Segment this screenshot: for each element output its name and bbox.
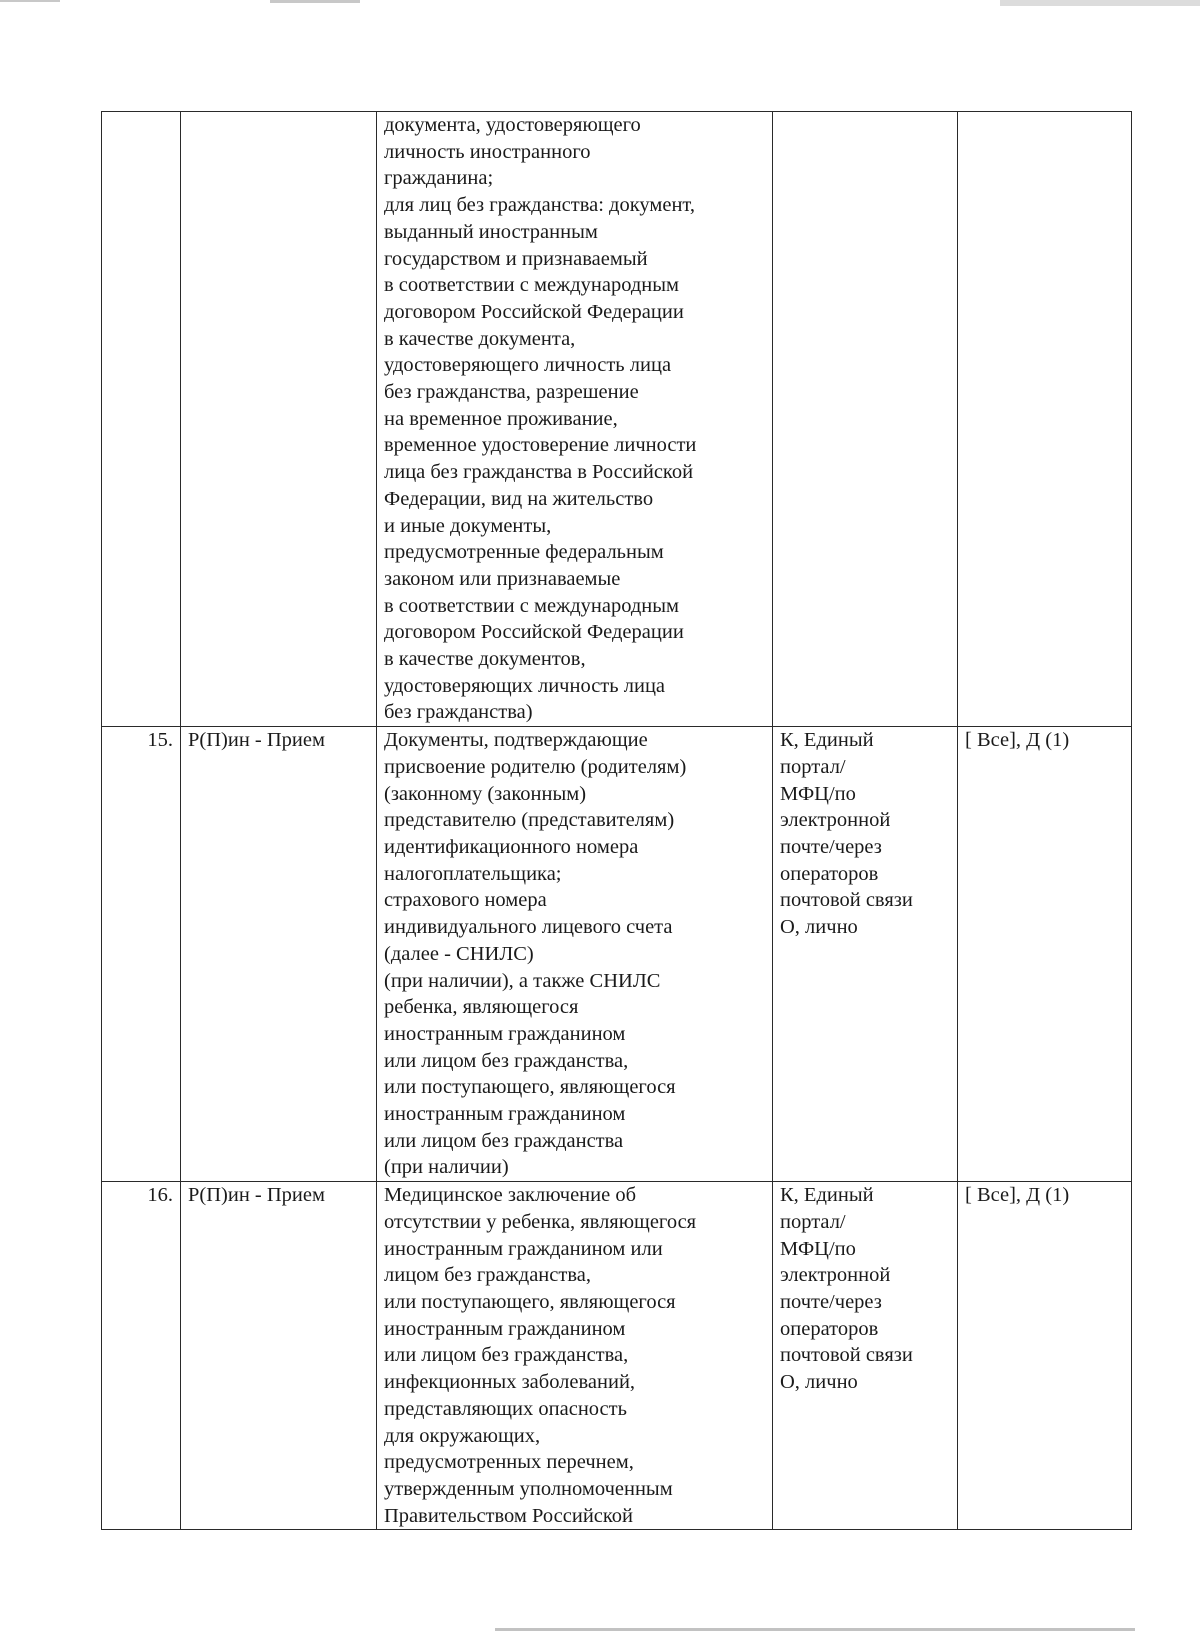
submission-method-cell — [773, 1182, 958, 1530]
text-line: без гражданства, разрешение — [384, 381, 639, 404]
text-line: иностранным гражданином — [384, 1022, 626, 1045]
text-line: документа, удостоверяющего — [384, 114, 641, 136]
scan-artifact-bottom — [495, 1628, 1135, 1631]
text-line: для лиц без гражданства: документ, — [384, 194, 695, 217]
text-line: или поступающего, являющегося — [384, 1290, 676, 1313]
submission-lines — [780, 727, 950, 941]
text-line: или поступающего, являющегося — [384, 1076, 676, 1099]
text-line: без гражданства) — [384, 701, 533, 724]
text-line: почтовой связи — [780, 889, 913, 912]
table-row — [102, 727, 1132, 1182]
applicant-scope-cell: [ Все], Д (1) — [958, 1182, 1132, 1530]
text-line: в соответствии с международным — [384, 594, 680, 617]
document-lines — [384, 1182, 765, 1529]
text-line: О, лично — [780, 1371, 858, 1394]
document-description-cell — [377, 112, 773, 727]
text-line: предусмотренных перечнем, — [384, 1451, 634, 1474]
row-number-cell: 15. — [102, 727, 181, 1182]
text-line: законом или признаваемые — [384, 567, 621, 590]
text-line: на временное проживание, — [384, 407, 618, 430]
text-line: МФЦ/по — [780, 1237, 856, 1260]
text-line: утвержденным уполномоченным — [384, 1477, 673, 1500]
document-lines — [384, 727, 765, 1181]
text-line: ребенка, являющегося — [384, 996, 579, 1019]
text-line: налогоплательщика; — [384, 862, 562, 885]
text-line: личность иностранного — [384, 140, 591, 163]
applicant-scope-cell — [958, 112, 1132, 727]
service-code-cell: Р(П)ин - Прием — [181, 727, 377, 1182]
submission-method-cell — [773, 727, 958, 1182]
text-line: Медицинское заключение об — [384, 1184, 637, 1207]
text-line: Документы, подтверждающие — [384, 729, 648, 752]
service-code-cell — [181, 112, 377, 727]
document-lines — [384, 112, 765, 726]
text-line: иностранным гражданином — [384, 1103, 626, 1126]
text-line: почте/через — [780, 835, 882, 858]
text-line: (при наличии) — [384, 1156, 509, 1179]
text-line: К, Единый — [780, 1184, 874, 1207]
document-description-cell — [377, 1182, 773, 1530]
text-line: индивидуального лицевого счета — [384, 916, 673, 939]
text-line: операторов — [780, 1317, 879, 1340]
row-number-cell: 16. — [102, 1182, 181, 1530]
text-line: государством и признаваемый — [384, 247, 648, 270]
text-line: Федерации, вид на жительство — [384, 487, 654, 510]
text-line: лицом без гражданства, — [384, 1264, 591, 1287]
applicant-scope-cell: [ Все], Д (1) — [958, 727, 1132, 1182]
text-line: удостоверяющего личность лица — [384, 354, 672, 377]
text-line: временное удостоверение личности — [384, 434, 697, 457]
row-number-cell — [102, 112, 181, 727]
text-line: предусмотренные федеральным — [384, 541, 664, 564]
text-line: присвоение родителю (родителям) — [384, 755, 687, 778]
text-line: в качестве документов, — [384, 648, 586, 671]
text-line: электронной — [780, 809, 891, 832]
text-line: электронной — [780, 1264, 891, 1287]
documents-table — [101, 111, 1132, 1530]
text-line: портал/ — [780, 755, 846, 778]
text-line: или лицом без гражданства — [384, 1129, 624, 1152]
scan-artifact-top-right — [1000, 0, 1200, 6]
text-line: идентификационного номера — [384, 835, 639, 858]
submission-method-cell — [773, 112, 958, 727]
text-line: в соответствии с международным — [384, 274, 680, 297]
scan-artifact-top-left — [0, 0, 60, 2]
text-line: (законному (законным) — [384, 782, 587, 805]
text-line: инфекционных заболеваний, — [384, 1371, 636, 1394]
text-line: или лицом без гражданства, — [384, 1049, 629, 1072]
submission-lines — [780, 1182, 950, 1396]
text-line: О, лично — [780, 916, 858, 939]
text-line: и иные документы, — [384, 514, 552, 537]
text-line: удостоверяющих личность лица — [384, 674, 666, 697]
text-line: выданный иностранным — [384, 220, 598, 243]
text-line: для окружающих, — [384, 1424, 541, 1447]
text-line: почтовой связи — [780, 1344, 913, 1367]
text-line: портал/ — [780, 1210, 846, 1233]
document-description-cell — [377, 727, 773, 1182]
text-line: Правительством Российской — [384, 1504, 634, 1527]
text-line: отсутствии у ребенка, являющегося — [384, 1210, 697, 1233]
text-line: представляющих опасность — [384, 1397, 627, 1420]
table-row — [102, 112, 1132, 727]
text-line: иностранным гражданином или — [384, 1237, 663, 1260]
text-line: договором Российской Федерации — [384, 621, 684, 644]
text-line: почте/через — [780, 1290, 882, 1313]
text-line: К, Единый — [780, 729, 874, 752]
scan-artifact-top-center — [270, 0, 360, 3]
text-line: представителю (представителям) — [384, 809, 675, 832]
text-line: иностранным гражданином — [384, 1317, 626, 1340]
text-line: лица без гражданства в Российской — [384, 461, 694, 484]
text-line: гражданина; — [384, 167, 494, 190]
text-line: страхового номера — [384, 889, 547, 912]
text-line: или лицом без гражданства, — [384, 1344, 629, 1367]
text-line: (при наличии), а также СНИЛС — [384, 969, 661, 992]
text-line: в качестве документа, — [384, 327, 576, 350]
text-line: (далее - СНИЛС) — [384, 942, 534, 965]
table-row — [102, 1182, 1132, 1530]
text-line: МФЦ/по — [780, 782, 856, 805]
service-code-cell: Р(П)ин - Прием — [181, 1182, 377, 1530]
text-line: операторов — [780, 862, 879, 885]
text-line: договором Российской Федерации — [384, 300, 684, 323]
